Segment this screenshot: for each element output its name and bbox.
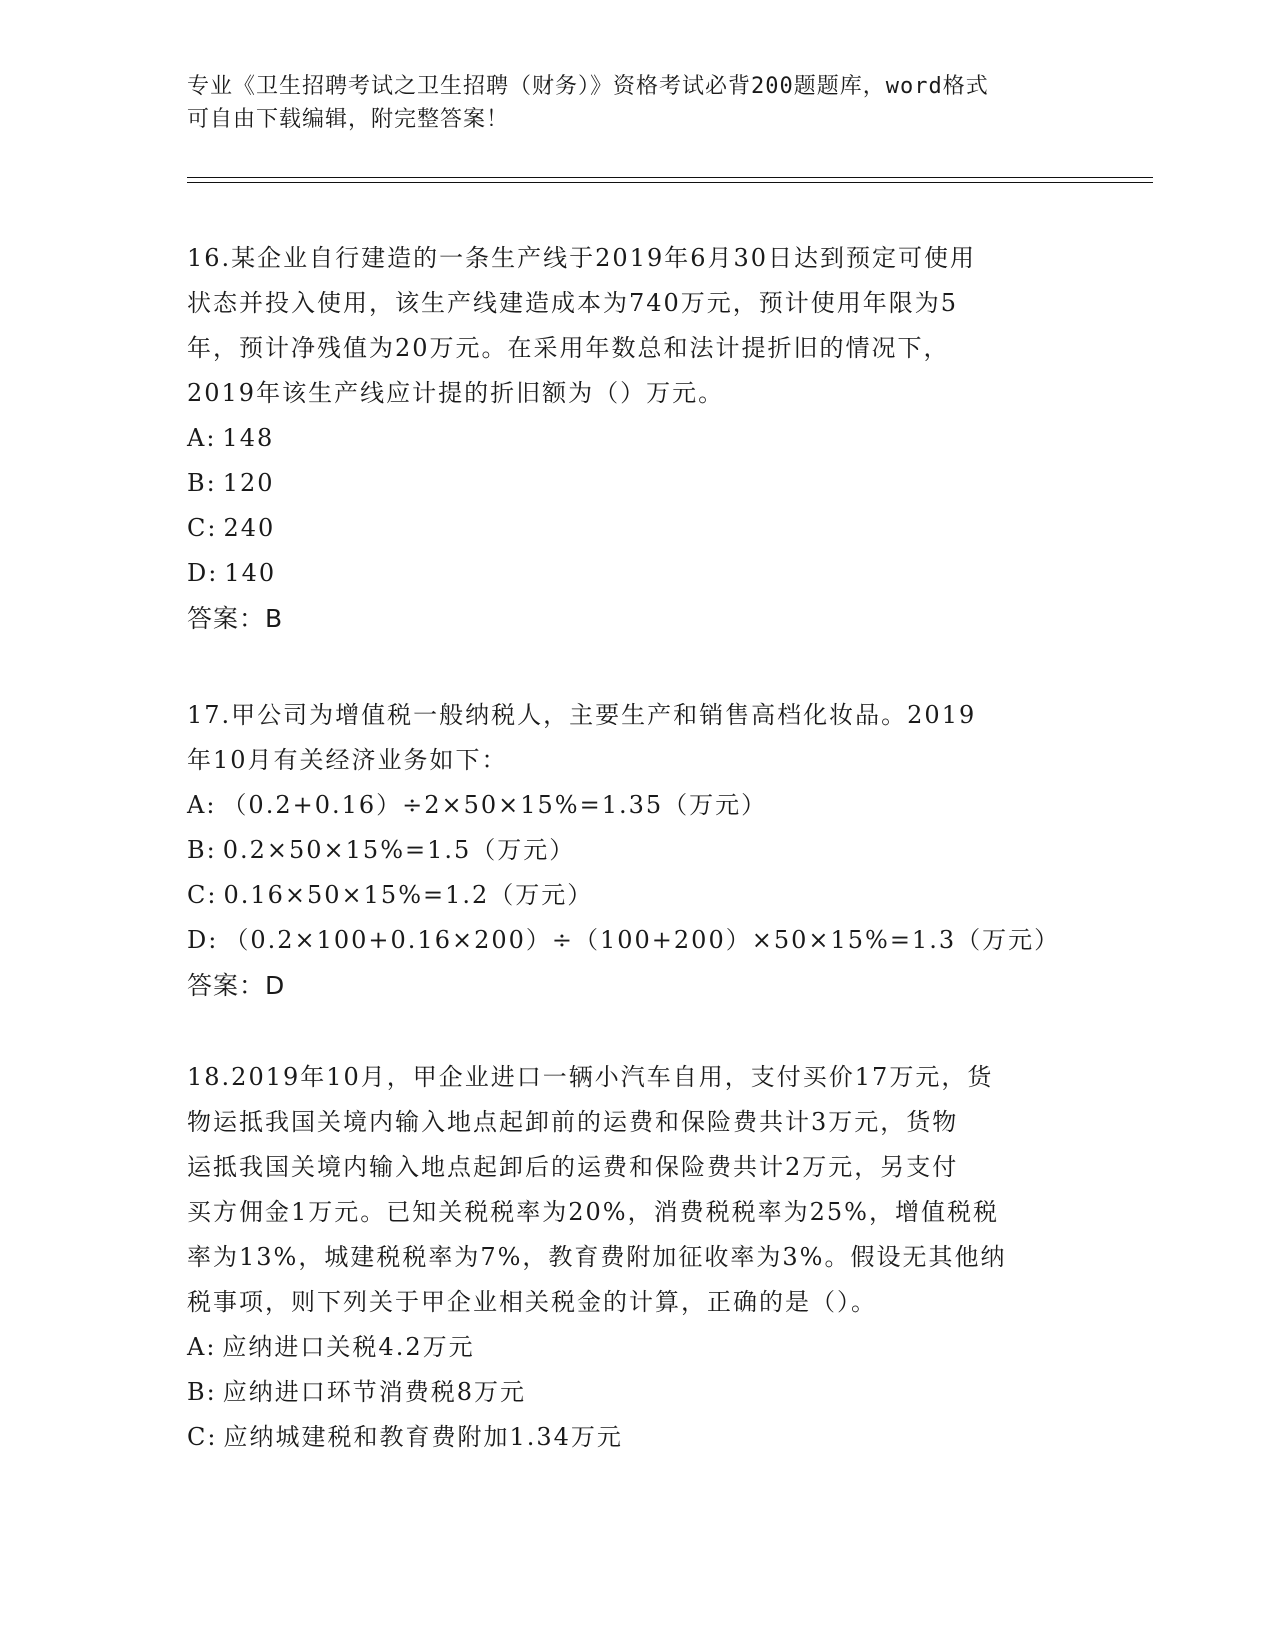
option-label: C: [187,1423,218,1451]
question-stem-line: 年10月有关经济业务如下： [187,746,508,774]
option-text: （0.2×100+0.16×200）÷（100+200）×50×15%=1.3（万元） [224,926,1061,954]
option-label: C: [187,514,218,542]
option-a [187,783,1087,828]
option-b [187,828,1087,873]
option-text: 0.2×50×15%=1.5（万元） [222,836,576,864]
question-stem-line: 买方佣金1万元。已知关税税率为20%，消费税税率为25%，增值税税 [187,1198,999,1226]
option-c [187,1415,1087,1460]
header-divider-bottom [187,182,1153,183]
option-b [187,1370,1087,1415]
option-text: 120 [222,469,275,497]
question-18 [187,1055,1087,1460]
option-text: 应纳进口环节消费税8万元 [222,1378,527,1406]
option-label: A: [187,424,217,452]
question-stem-line: 率为13%，城建税税率为7%，教育费附加征收率为3%。假设无其他纳 [187,1243,1007,1271]
question-stem-line: 物运抵我国关境内输入地点起卸前的运费和保险费共计3万元，货物 [187,1108,959,1136]
option-text: 148 [222,424,275,452]
question-17 [187,693,1087,1009]
option-a [187,1325,1087,1370]
option-d [187,918,1087,963]
option-label: D: [187,559,219,587]
question-stem-line: 状态并投入使用，该生产线建造成本为740万元，预计使用年限为5 [187,289,959,317]
document-header [187,70,1067,136]
question-stem-line: 17.甲公司为增值税一般纳税人，主要生产和销售高档化妆品。2019 [187,701,977,729]
header-line-1: 专业《卫生招聘考试之卫生招聘（财务）》资格考试必背200题题库，word格式 [187,74,989,99]
option-label: C: [187,881,218,909]
answer: 答案：D [187,971,286,1000]
option-text: 0.16×50×15%=1.2（万元） [223,881,594,909]
option-label: A: [187,791,217,819]
option-c [187,873,1087,918]
option-d [187,551,1087,596]
question-stem-line: 运抵我国关境内输入地点起卸后的运费和保险费共计2万元，另支付 [187,1153,959,1181]
option-text: 应纳城建税和教育费附加1.34万元 [223,1423,623,1451]
question-stem-line: 税事项，则下列关于甲企业相关税金的计算，正确的是（）。 [187,1288,877,1316]
question-stem-line: 18.2019年10月，甲企业进口一辆小汽车自用，支付买价17万元，货 [187,1063,994,1091]
option-label: D: [187,926,219,954]
option-a [187,416,1087,461]
question-stem-line: 16.某企业自行建造的一条生产线于2019年6月30日达到预定可使用 [187,244,977,272]
option-text: 应纳进口关税4.2万元 [222,1333,475,1361]
question-stem-line: 年，预计净残值为20万元。在采用年数总和法计提折旧的情况下， [187,334,950,362]
option-text: 240 [223,514,276,542]
option-label: B: [187,1378,217,1406]
answer: 答案：B [187,604,284,633]
option-label: A: [187,1333,217,1361]
question-stem-line: 2019年该生产线应计提的折旧额为（）万元。 [187,379,725,407]
option-label: B: [187,836,217,864]
header-line-2: 可自由下载编辑，附完整答案！ [187,107,510,132]
option-text: （0.2+0.16）÷2×50×15%=1.35（万元） [222,791,768,819]
option-label: B: [187,469,217,497]
option-c [187,506,1087,551]
header-divider-top [187,177,1153,178]
option-b [187,461,1087,506]
option-text: 140 [224,559,277,587]
question-16 [187,236,1087,642]
